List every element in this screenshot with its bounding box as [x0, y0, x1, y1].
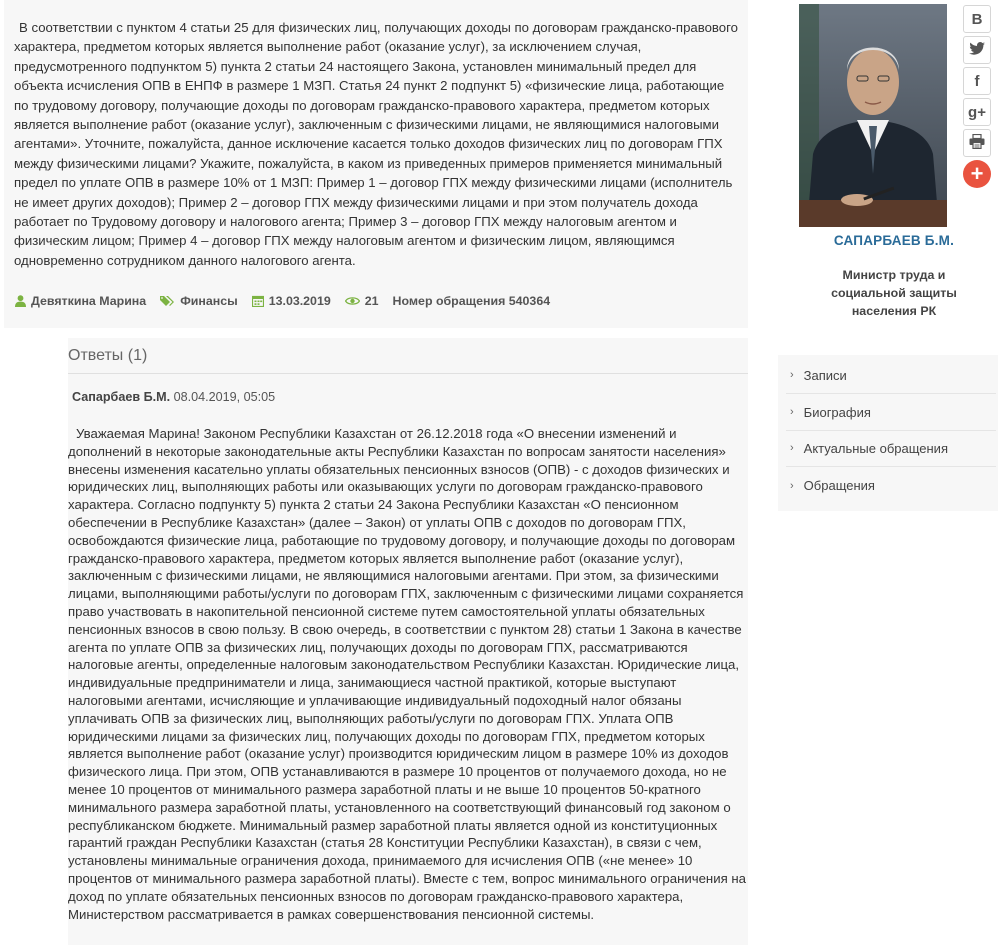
- sidebar-item-label: Актуальные обращения: [803, 440, 948, 456]
- chevron-right-icon: ›: [790, 406, 794, 418]
- question-meta: [15, 292, 564, 310]
- share-bar: [963, 5, 991, 191]
- answer-author: Сапарбаев Б.М.: [72, 390, 171, 404]
- sidebar-item-label: Биография: [803, 404, 871, 420]
- vk-share-button[interactable]: В: [963, 5, 991, 33]
- meta-request-number: Номер обращения 540364: [392, 294, 551, 308]
- facebook-share-button[interactable]: f: [963, 67, 991, 95]
- person-position: Министр труда и социальной защиты населения РК: [831, 268, 957, 318]
- twitter-icon: [969, 42, 985, 59]
- answers-section: [68, 338, 748, 945]
- side-navigation: [778, 355, 998, 511]
- more-share-button[interactable]: +: [963, 160, 991, 188]
- sidebar-item-label: Записи: [803, 367, 847, 383]
- person-photo: [799, 4, 947, 227]
- meta-category[interactable]: [160, 294, 238, 308]
- user-icon: [15, 295, 26, 307]
- sidebar-item-requests[interactable]: [786, 467, 996, 504]
- answer-header: [72, 390, 275, 404]
- meta-category-name: Финансы: [180, 294, 238, 308]
- print-icon: [969, 134, 985, 153]
- question-text: В соответствии с пунктом 4 статьи 25 для физических лиц, получающих доходы по договорам гражданско-правового характера, предметом которых является выполнение работ (оказание услуг), за исключением случая, предусмотренного подпунктом 5) пункта 2 статьи 24 настоящего Закона, установлен минимальный предел для объекта исчисления ОПВ в ЕНПФ в размере 1 МЗП. Статья 24 пункт 2 подпункт 5) «физические лица, работающие по трудовому договору, получающие доходы по договорам гражданско-правового характера, предметом которых является выполнение работ (оказание услуг), заключенным с физическими лицами, не являющимися налоговыми агентами». Уточните, пожалуйста, данное исключение касается только доходов физических лиц по договорам ГПХ между физическими лицами? Укажите, пожалуйста, в каком из приведенных примеров применяется минимальный предел по уплате ОПВ в размере 10% от 1 МЗП: Пример 1 – договор ГПХ между физическими лицами (исполнитель не имеет других доходов); Пример 2 – договор ГПХ между физическими лицами и при этом получатель дохода работает по Трудовому договору и налогового агента; Пример 3 – договор ГПХ между налоговым агентом и физическим лицом; Пример 4 – договор ГПХ между налоговым агентом и физическим лицом, являющимся одновременно сотрудником данного налогового агента.: [14, 20, 738, 268]
- tags-icon: [160, 295, 175, 307]
- meta-author-name: Девяткина Марина: [31, 294, 147, 308]
- chevron-right-icon: ›: [790, 369, 794, 381]
- answers-title: Ответы (1): [68, 347, 148, 364]
- answer-datetime: 08.04.2019, 05:05: [173, 390, 276, 404]
- chevron-right-icon: ›: [790, 479, 794, 492]
- print-button[interactable]: [963, 129, 991, 157]
- eye-icon: [345, 296, 360, 306]
- answer-text: Уважаемая Марина! Законом Республики Казахстан от 26.12.2018 года «О внесении изменений и дополнений в некоторые законодательные акты Республики Казахстан по вопросам занятости населения» внесены изменения касательно уплаты обязательных пенсионных взносов (ОПВ) - с доходов физических и юридических лиц, выполняющих работы или оказывающих услуги по договорам гражданско-правового характера. Согласно подпункту 5) пункта 2 статьи 24 Закона Республики Казахстан «О пенсионном обеспечении в Республике Казахстан» (далее – Закон) от уплаты ОПВ с доходов по договорам ГПХ, освобождаются физические лица, работающие по трудовому договору, и получающие доходы по договорам гражданско-правового характера, предметом которых является выполнение работ (оказание услуг), заключенным с физическими лицами, не являющимися налоговыми агентами. При этом, за физическими лицами, выполняющими работы/услуги по договорам ГПХ, заключенным с физическими лицами сохраняется право участвовать в накопительной пенсионной системе путем самостоятельной уплаты обязательных пенсионных взносов в свою пользу. В свою очередь, в соответствии с пунктом 28) статьи 1 Закона в качестве агента по уплате ОПВ за физических лиц, получающих доходы по договорам ГПХ, рассматриваются налоговые агенты, определенные налоговым законодательством Республики Казахстан. Юридические лица, индивидуальные предприниматели и лица, занимающиеся частной практикой, которые выступают налоговыми агентами, исчисляющие и уплачивающие индивидуальный подоходный налог обязаны уплачивать ОПВ за физических лиц, выполняющих работы/услуги по договорам ГПХ. Уплата ОПВ юридическими лицами за физических лиц, получающих доходы по договорам ГПХ, предметом которых является выполнение работ (оказание услуг) производится юридическим лицом в размере 10% из доходов физического лица. При этом, ОПВ устанавливаются в размере 10 процентов от получаемого дохода, но не менее 10 процентов от минимального размера заработной платы и не выше 10 процентов 50-кратного минимального размера заработной платы, установленного на соответствующий финансовый год законом о республиканском бюджете. Минимальный размер заработной платы является одной из конституционных гарантий граждан Республики Казахстан (статья 28 Конституции Республики Казахстан), в связи с чем, установлены минимальные ограничения дохода, принимаемого для исчисления ОПВ («не менее» 10 процентов от минимального размера заработной платы). Вместе с тем, вопрос минимального ограничения на доход по уплате обязательных пенсионных взносов по договорам гражданско-правового характера, Министерством рассматривается в рамках совершенствования пенсионной системы.: [68, 426, 747, 922]
- sidebar-item-records[interactable]: [786, 357, 996, 394]
- calendar-icon: [252, 295, 264, 307]
- meta-views: [345, 294, 379, 308]
- sidebar-item-biography[interactable]: [786, 394, 996, 431]
- person-name[interactable]: САПАРБАЕВ Б.М.: [833, 233, 955, 248]
- meta-date-value: 13.03.2019: [268, 294, 331, 308]
- sidebar-item-label: Обращения: [803, 478, 875, 493]
- answers-divider: [68, 373, 748, 374]
- twitter-share-button[interactable]: [963, 36, 991, 64]
- meta-views-count: 21: [364, 294, 379, 308]
- question-card: [4, 0, 748, 328]
- meta-date: [252, 294, 331, 308]
- sidebar-item-actual-requests[interactable]: [786, 430, 996, 467]
- meta-author[interactable]: [15, 294, 146, 308]
- chevron-right-icon: ›: [790, 442, 794, 454]
- googleplus-share-button[interactable]: g+: [963, 98, 991, 126]
